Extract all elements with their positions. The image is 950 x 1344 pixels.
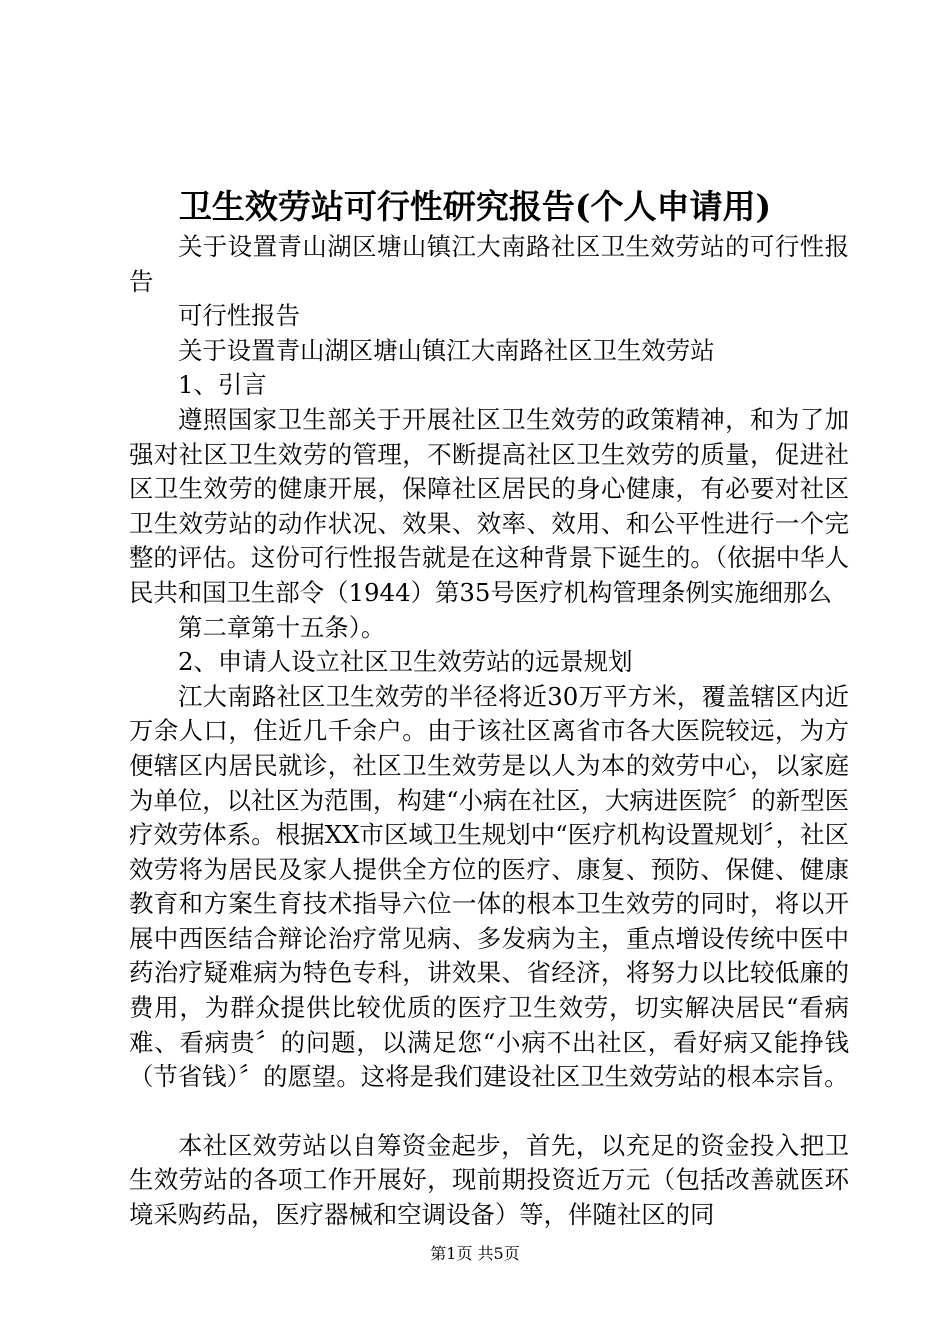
paragraph-report-subject: 关于设置青山湖区塘山镇江大南路社区卫生效劳站的可行性报告 xyxy=(129,232,849,296)
paragraph-report-label: 可行性报告 xyxy=(178,301,300,331)
section-heading-vision: 2、申请人设立社区卫生效劳站的远景规划 xyxy=(178,647,633,677)
document-title: 卫生效劳站可行性研究报告(个人申请用) xyxy=(178,187,772,226)
document-body xyxy=(129,230,849,1233)
paragraph-vision: 江大南路社区卫生效劳的半径将近30万平方米，覆盖辖区内近万余人口，住近几千余户。由于该社区离省市各大医院较远，为方便辖区内居民就诊，社区卫生效劳是以人为本的效劳中心，以家庭为单位，以社区为范围，构建“小病在社区，大病进医院〞的新型医疗效劳体系。根据XX市区域卫生规划中“医疗机构设置规划〞，社区效劳将为居民及家人提供全方位的医疗、康复、预防、保健、健康教育和方案生育技术指导六位一体的根本卫生效劳的同时，将以开展中西医结合辩论治疗常见病、多发病为主，重点增设传统中医中药治疗疑难病为特色专科，讲效果、省经济，将努力以比较低廉的费用，为群众提供比较优质的医疗卫生效劳，切实解决居民“看病难、看病贵〞的问题，以满足您“小病不出社区，看好病又能挣钱（节省钱）〞的愿望。这将是我们建设社区卫生效劳站的根本宗旨。 xyxy=(129,681,849,1092)
paragraph-introduction: 遵照国家卫生部关于开展社区卫生效劳的政策精神，和为了加强对社区卫生效劳的管理，不断提高社区卫生效劳的质量，促进社区卫生效劳的健康开展，保障社区居民的身心健康，有必要对社区卫生效劳站的动作状况、效果、效率、效用、和公平性进行一个完整的评估。这份可行性报告就是在这种背景下诞生的。（依据中华人民共和国卫生部令（1944）第35号医疗机构管理条例实施细那么 xyxy=(129,404,849,607)
paragraph-station-name: 关于设置青山湖区塘山镇江大南路社区卫生效劳站 xyxy=(178,335,715,365)
paragraph-funding: 本社区效劳站以自筹资金起步，首先，以充足的资金投入把卫生效劳站的各项工作开展好，现前期投资近万元（包括改善就医环境采购药品，医疗器械和空调设备）等，伴随社区的同 xyxy=(129,1130,849,1230)
paragraph-regulation-reference: 第二章第十五条）。 xyxy=(178,612,386,642)
page-number-footer: 第1页 共5页 xyxy=(430,1244,520,1263)
section-heading-introduction: 1、引言 xyxy=(178,370,267,400)
